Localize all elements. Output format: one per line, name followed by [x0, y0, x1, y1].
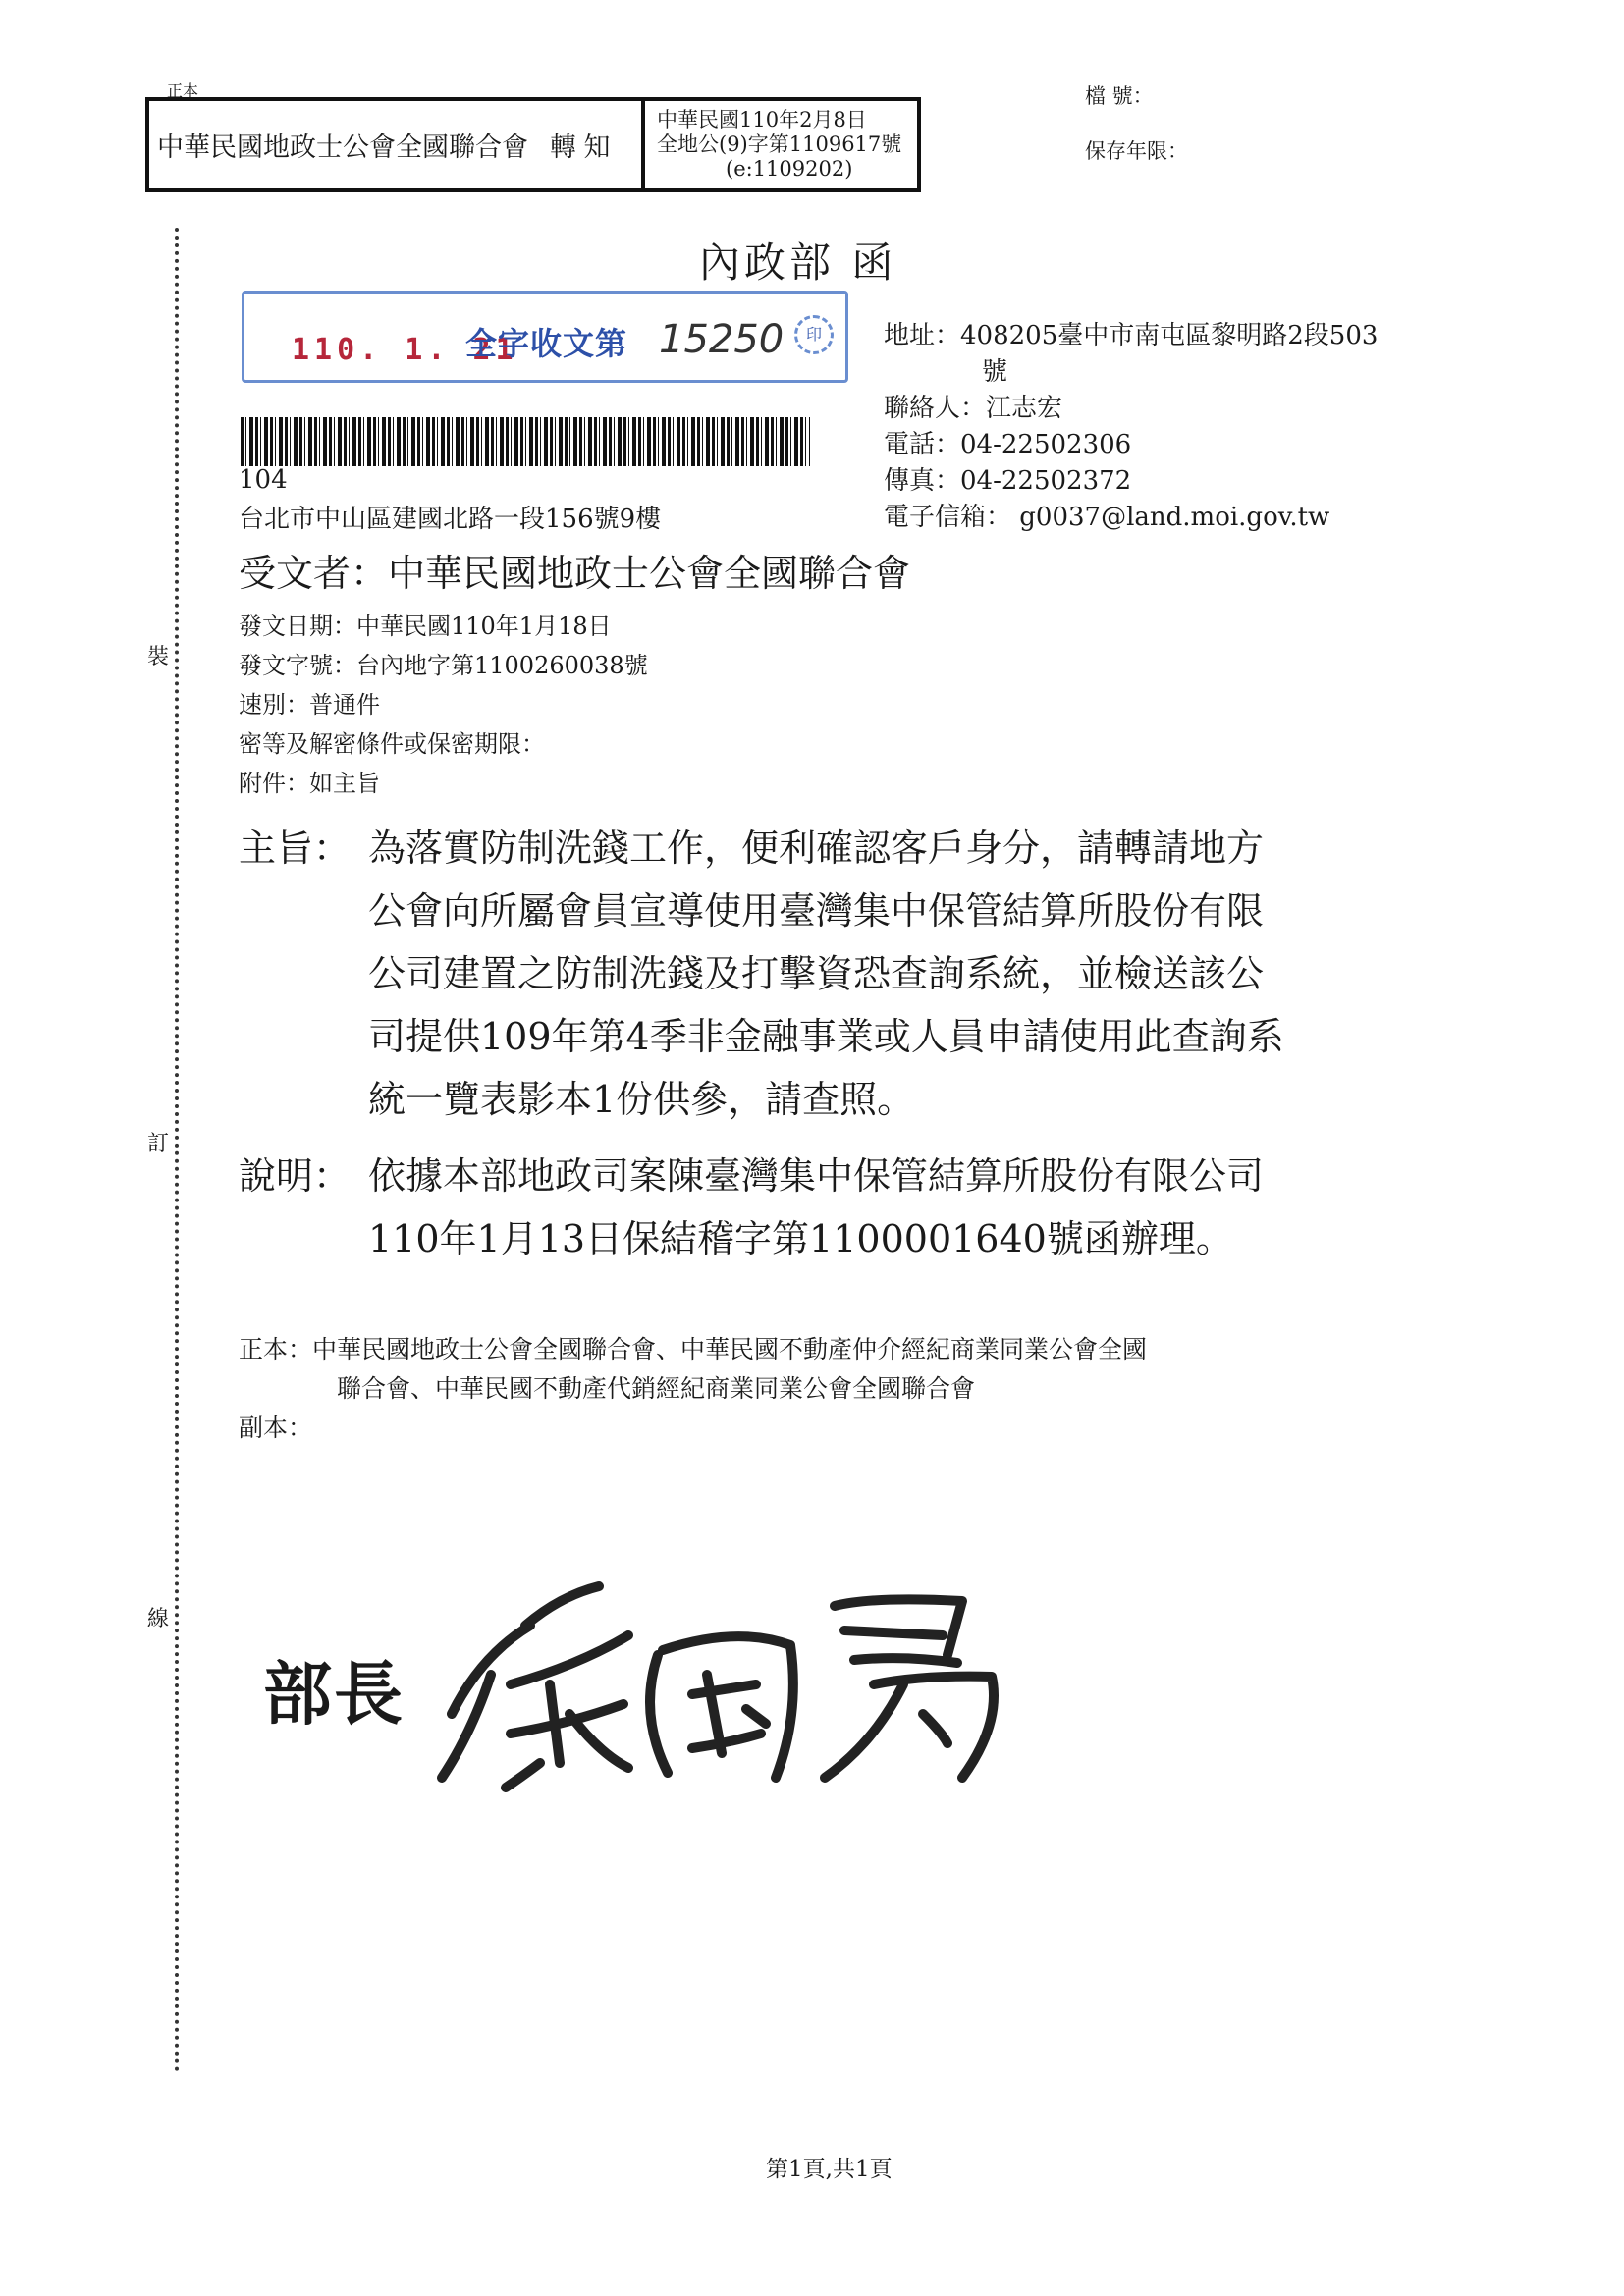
signature-title: 部長 [263, 1653, 405, 1735]
binding-char-xian: 線 [147, 1607, 170, 1631]
original-recipients-cont: 聯合會、中華民國不動產代銷經紀商業同業公會全國聯合會 [337, 1374, 976, 1403]
subject-line: 公會向所屬會員宣導使用臺灣集中保管結算所股份有限 [368, 889, 1265, 933]
subject-line: 公司建置之防制洗錢及打擊資恐查詢系統，並檢送該公 [368, 952, 1265, 995]
explanation-label: 說明： [239, 1154, 352, 1198]
subject-label: 主旨： [239, 827, 352, 870]
binding-char-zhuang: 裝 [147, 645, 170, 669]
forward-date: 中華民國110年2月8日 [657, 108, 867, 132]
received-stamp [242, 291, 848, 383]
subject-line: 為落實防制洗錢工作，便利確認客戶身分，請轉請地方 [368, 827, 1265, 870]
subject-line: 司提供109年第4季非金融事業或人員申請使用此查詢系 [368, 1015, 1284, 1058]
stamp-number: 15250 [659, 317, 785, 362]
subject-line: 統一覽表影本1份供參，請查照。 [368, 1078, 915, 1121]
secrecy-class: 密等及解密條件或保密期限： [239, 730, 545, 758]
binding-dotted-line [175, 228, 179, 2073]
retention-label: 保存年限： [1085, 139, 1188, 163]
document-meta [239, 607, 648, 803]
handwritten-signature [412, 1567, 1021, 1806]
stamp-date: 110. 1. 21 [292, 333, 518, 367]
contact-block [884, 318, 1378, 536]
binding-char-ding: 訂 [147, 1132, 170, 1156]
postal-code: 104 [239, 465, 288, 495]
distribution-block [239, 1330, 1147, 1448]
forward-doc-no: 全地公(9)字第1109617號 [657, 133, 902, 156]
barcode-image [241, 417, 810, 466]
original-recipients: 中華民國地政士公會全國聯合會、中華民國不動產仲介經紀商業同業公會全國 [312, 1335, 1148, 1363]
forward-org: 中華民國地政士公會全國聯合會 [157, 133, 528, 162]
contact-phone: 電話：04-22502306 [884, 430, 1132, 459]
contact-fax: 傳真：04-22502372 [884, 466, 1132, 496]
forward-code: (e:1109202) [726, 157, 853, 181]
contact-email: 電子信箱： g0037@land.moi.gov.tw [884, 503, 1330, 532]
forward-action: 轉 知 [550, 133, 611, 162]
forward-org-cell [149, 101, 645, 188]
copy-label: 副本： [239, 1414, 313, 1442]
page-footer: 第1頁,共1頁 [766, 2157, 893, 2182]
contact-address-cont: 號 [982, 357, 1008, 387]
signature-image [412, 1567, 1021, 1802]
contact-address: 地址：408205臺中市南屯區黎明路2段503 [884, 321, 1379, 350]
file-no-label: 檔 號： [1085, 84, 1154, 108]
issue-date: 發文日期：中華民國110年1月18日 [239, 613, 612, 640]
attachment: 附件：如主旨 [239, 770, 380, 797]
issue-doc-no: 發文字號：台內地字第1100260038號 [239, 652, 648, 679]
top-mark: 正本 [167, 81, 199, 100]
explanation-line: 依據本部地政司案陳臺灣集中保管結算所股份有限公司 [368, 1154, 1265, 1198]
forward-stamp-box [145, 97, 921, 192]
recipient-address: 台北市中山區建國北路一段156號9樓 [239, 505, 662, 534]
original-label: 正本： [239, 1335, 313, 1363]
document-title: 內政部 函 [699, 239, 897, 287]
forward-ref-cell [645, 101, 917, 188]
subject-text [368, 817, 1434, 1131]
stamp-text: 全字收文第 [465, 325, 628, 362]
seal-icon: 印 [794, 315, 834, 354]
speed-class: 速別：普通件 [239, 691, 380, 719]
explanation-line: 110年1月13日保結稽字第1100001640號函辦理。 [368, 1217, 1233, 1260]
explanation-text [368, 1145, 1434, 1270]
contact-person: 聯絡人：江志宏 [884, 394, 1063, 423]
recipient-line: 受文者：中華民國地政士公會全國聯合會 [239, 552, 911, 595]
